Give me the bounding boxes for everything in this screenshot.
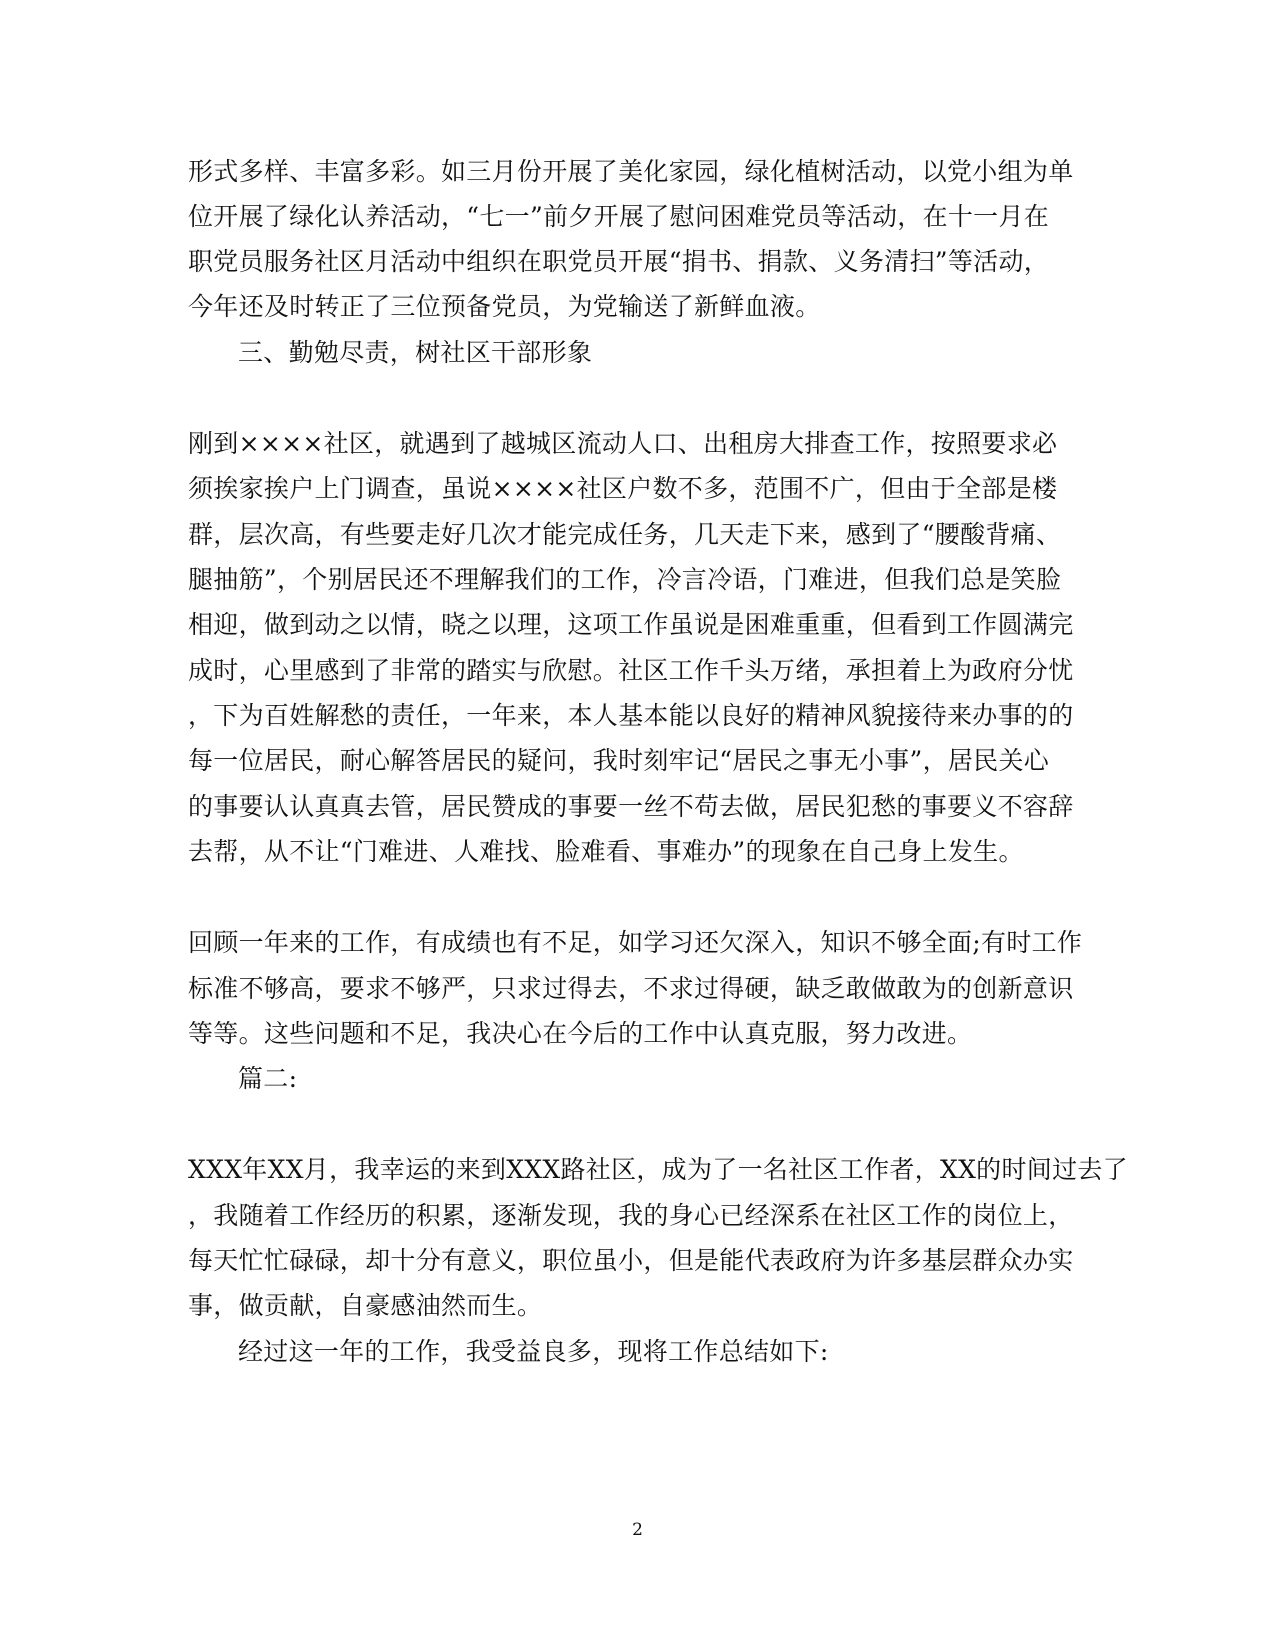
- text-line: 去帮，从不让“门难进、人难找、脸难看、事难办”的现象在自己身上发生。: [188, 837, 1024, 866]
- text-line: 相迎，做到动之以情，晓之以理，这项工作虽说是困难重重，但看到工作圆满完: [188, 610, 1074, 639]
- text-line: 经过这一年的工作，我受益良多，现将工作总结如下:: [238, 1337, 829, 1366]
- page-number: 2: [632, 1520, 643, 1540]
- text-line: 每一位居民，耐心解答居民的疑问，我时刻牢记“居民之事无小事”，居民关心: [188, 746, 1050, 775]
- text-line: ，下为百姓解愁的责任，一年来，本人基本能以良好的精神风貌接待来办事的的: [188, 701, 1074, 730]
- section-heading: 篇二:: [238, 1064, 298, 1093]
- text-line: 职党员服务社区月活动中组织在职党员开展“捐书、捐款、义务清扫”等活动，: [188, 247, 1050, 276]
- text-line: 等等。这些问题和不足，我决心在今后的工作中认真克服，努力改进。: [188, 1019, 973, 1048]
- text-line: ，我随着工作经历的积累，逐渐发现，我的身心已经深系在社区工作的岗位上，: [188, 1201, 1074, 1230]
- text-line: 成时，心里感到了非常的踏实与欣慰。社区工作千头万绪，承担着上为政府分忧: [188, 656, 1074, 685]
- text-line: 形式多样、丰富多彩。如三月份开展了美化家园，绿化植树活动，以党小组为单: [188, 157, 1074, 186]
- text-line: 腿抽筋”，个别居民还不理解我们的工作，冷言冷语，门难进，但我们总是笑脸: [188, 565, 1062, 594]
- text-line: 标准不够高，要求不够严，只求过得去，不求过得硬，缺乏敢做敢为的创新意识: [188, 974, 1074, 1003]
- text-line: 位开展了绿化认养活动，“七一”前夕开展了慰问困难党员等活动，在十一月在: [188, 202, 1050, 231]
- section-heading: 三、勤勉尽责，树社区干部形象: [238, 338, 593, 367]
- text-line: 群，层次高，有些要走好几次才能完成任务，几天走下来，感到了“腰酸背痛、: [188, 520, 1062, 549]
- text-line: 须挨家挨户上门调查，虽说××××社区户数不多，范围不广，但由于全部是楼: [188, 474, 1058, 503]
- text-line: 事，做贡献，自豪感油然而生。: [188, 1291, 543, 1320]
- text-line: XXX年XX月，我幸运的来到XXX路社区，成为了一名社区工作者，XX的时间过去了: [188, 1155, 1128, 1184]
- text-line: 的事要认认真真去管，居民赞成的事要一丝不苟去做，居民犯愁的事要义不容辞: [188, 792, 1074, 821]
- text-line: 今年还及时转正了三位预备党员，为党输送了新鲜血液。: [188, 292, 821, 321]
- text-line: 刚到××××社区，就遇到了越城区流动人口、出租房大排查工作，按照要求必: [188, 429, 1058, 458]
- text-line: 回顾一年来的工作，有成绩也有不足，如学习还欠深入，知识不够全面;有时工作: [188, 928, 1083, 957]
- text-line: 每天忙忙碌碌，却十分有意义，职位虽小，但是能代表政府为许多基层群众办实: [188, 1246, 1074, 1275]
